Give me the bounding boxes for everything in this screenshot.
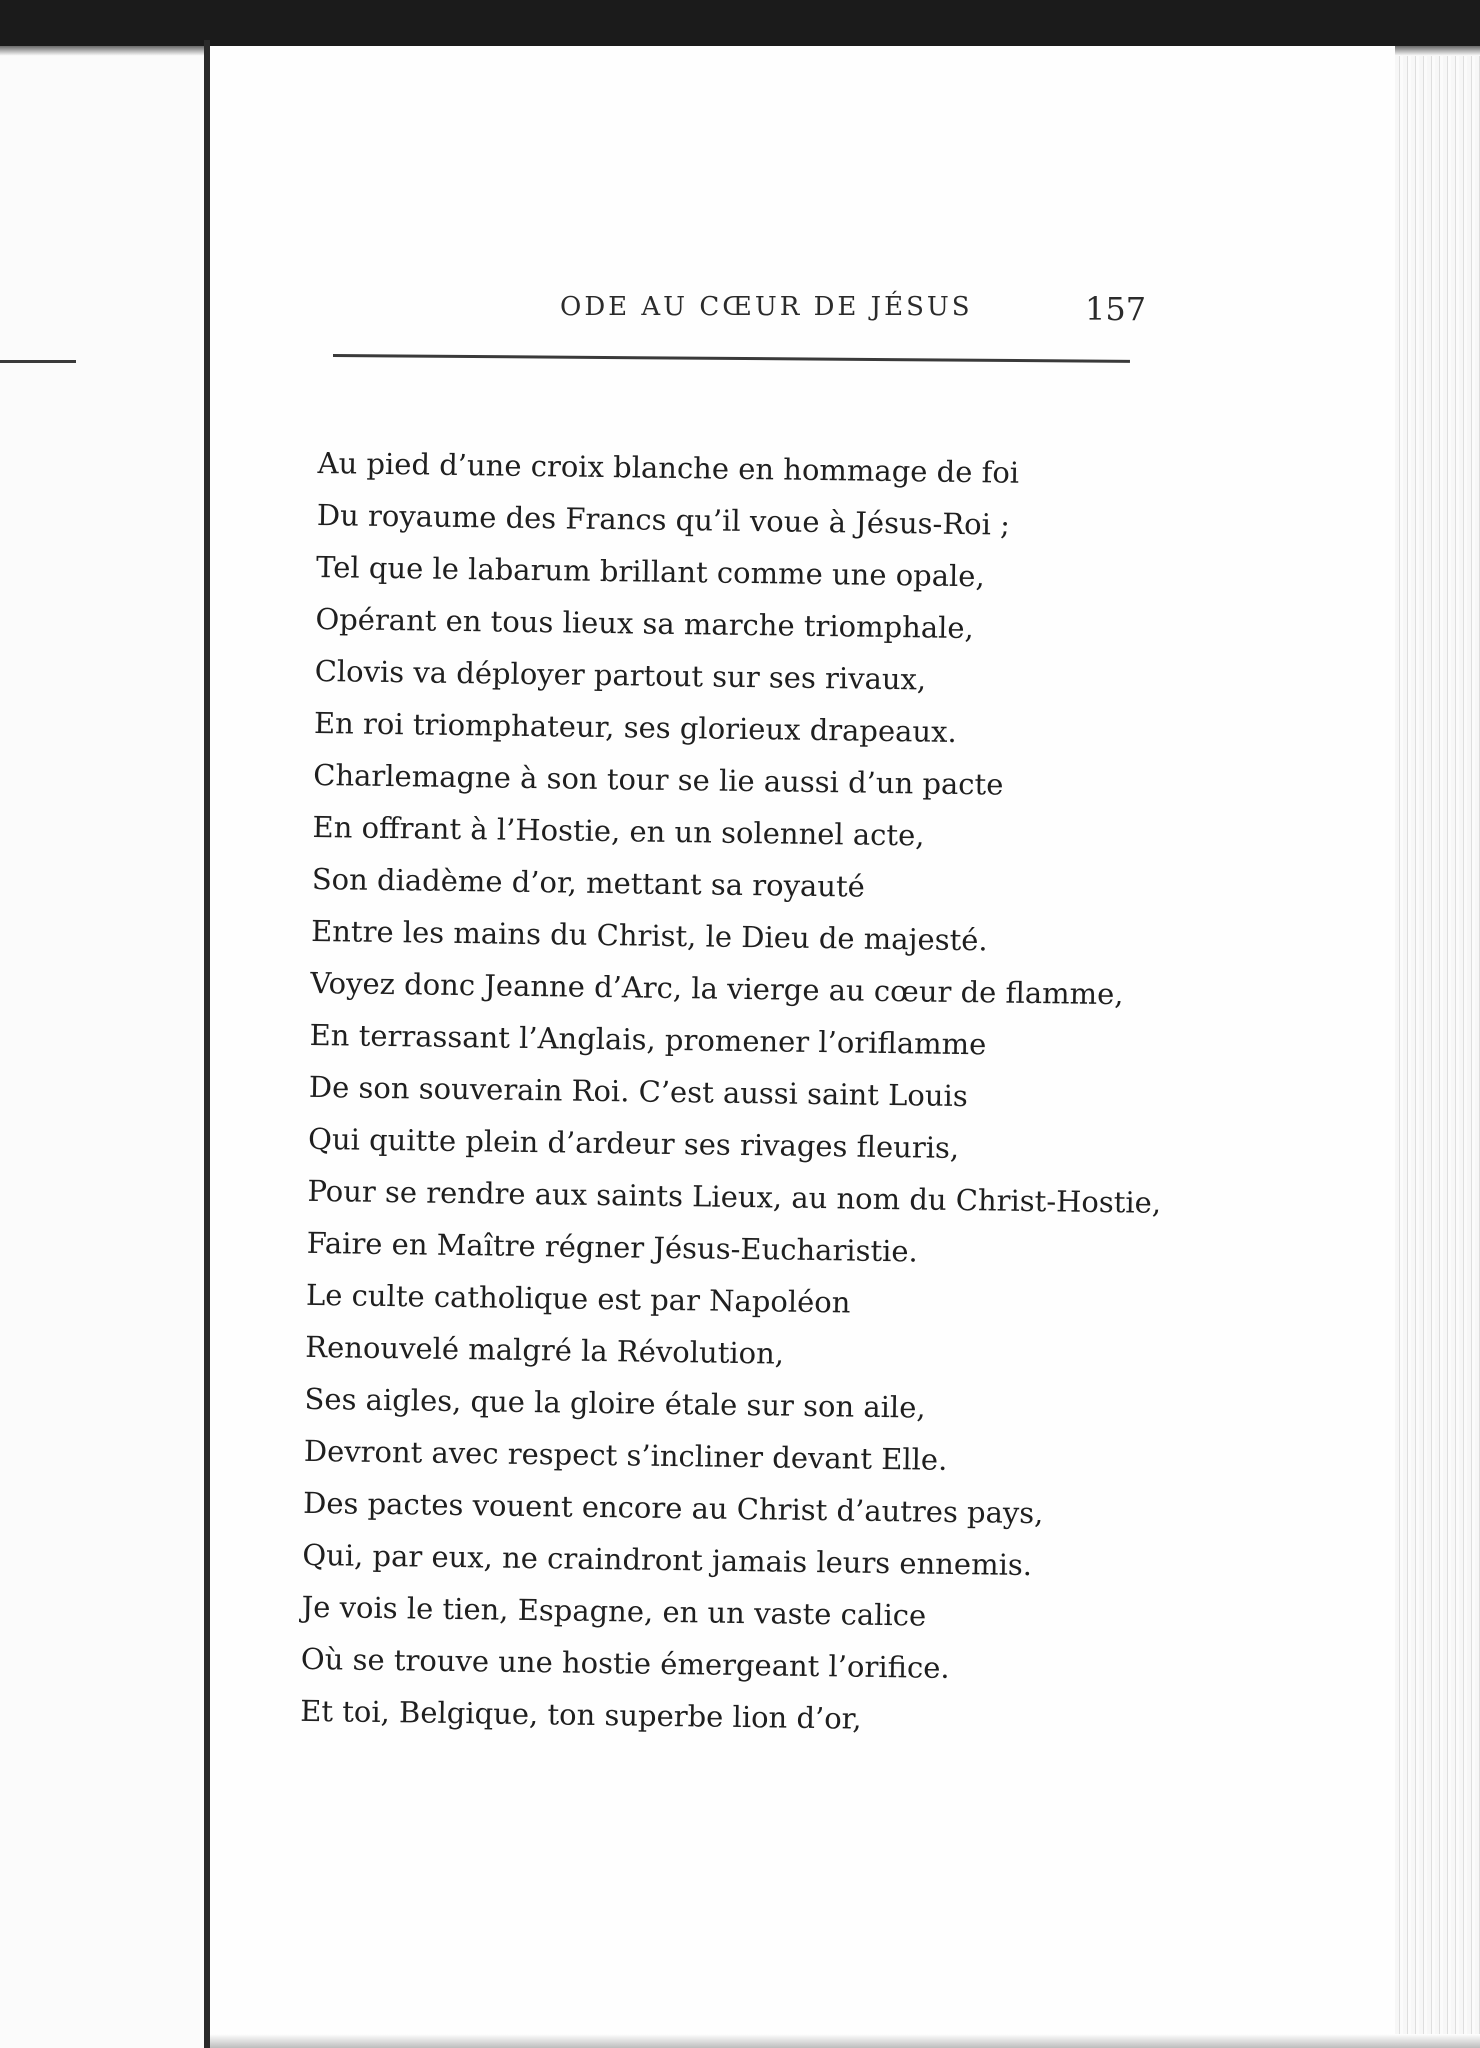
poem-text [300,437,1198,1749]
poem-line: Ses aigles, que la gloire étale sur son aile, [304,1381,926,1425]
poem-line: Le culte catholique est par Napoléon [305,1277,851,1320]
poem-line: Entre les mains du Christ, le Dieu de majesté. [310,913,988,958]
poem-line: Des pactes vouent encore au Christ d’autres pays, [302,1485,1044,1531]
poem-line: En roi triomphateur, ses glorieux drapeaux. [313,705,957,749]
poem-line: Clovis va déployer partout sur ses rivaux, [314,653,927,697]
poem-line: Devront avec respect s’incliner devant Elle. [303,1433,948,1477]
poem-line: Je vois le tien, Espagne, en un vaste calice [301,1589,927,1633]
poem-line: Opérant en tous lieux sa marche triomphale, [315,601,975,646]
facing-page [0,56,205,2048]
book-gutter [204,40,210,2048]
poem-line: Qui, par eux, ne craindront jamais leurs ennemis. [302,1537,1033,1583]
poem-line: Du royaume des Francs qu’il voue à Jésus-Roi ; [316,497,1011,542]
poem-line: Faire en Maître régner Jésus-Eucharistie. [306,1225,919,1269]
poem-line: Renouvelé malgré la Révolution, [305,1329,785,1371]
poem-line: De son souverain Roi. C’est aussi saint Louis [308,1069,968,1114]
scan-top-border [0,0,1480,46]
scan-bottom-shadow [210,2034,1480,2048]
poem-line: Au pied d’une croix blanche en hommage de foi [317,445,1020,490]
poem-line: Où se trouve une hostie émergeant l’orifice. [300,1641,950,1685]
poem-line: Charlemagne à son tour se lie aussi d’un pacte [313,757,1004,802]
page-edges [1395,56,1480,2048]
poem-line: Qui quitte plein d’ardeur ses rivages fleuris, [307,1121,960,1166]
running-title: ODE AU CŒUR DE JÉSUS [560,292,973,322]
poem-line: Pour se rendre aux saints Lieux, au nom du Christ-Hostie, [307,1173,1162,1220]
poem-line: Tel que le labarum brillant comme une opale, [315,549,985,594]
poem-line: En offrant à l’Hostie, en un solennel acte, [312,809,925,853]
page-number: 157 [1085,290,1147,328]
poem-line: Son diadème d’or, mettant sa royauté [311,861,866,904]
poem-line: Et toi, Belgique, ton superbe lion d’or, [299,1693,862,1736]
facing-page-rule [0,360,76,363]
poem-line: Voyez donc Jeanne d’Arc, la vierge au cœur de flamme, [310,965,1124,1012]
poem-line: En terrassant l’Anglais, promener l’oriflamme [309,1017,987,1062]
